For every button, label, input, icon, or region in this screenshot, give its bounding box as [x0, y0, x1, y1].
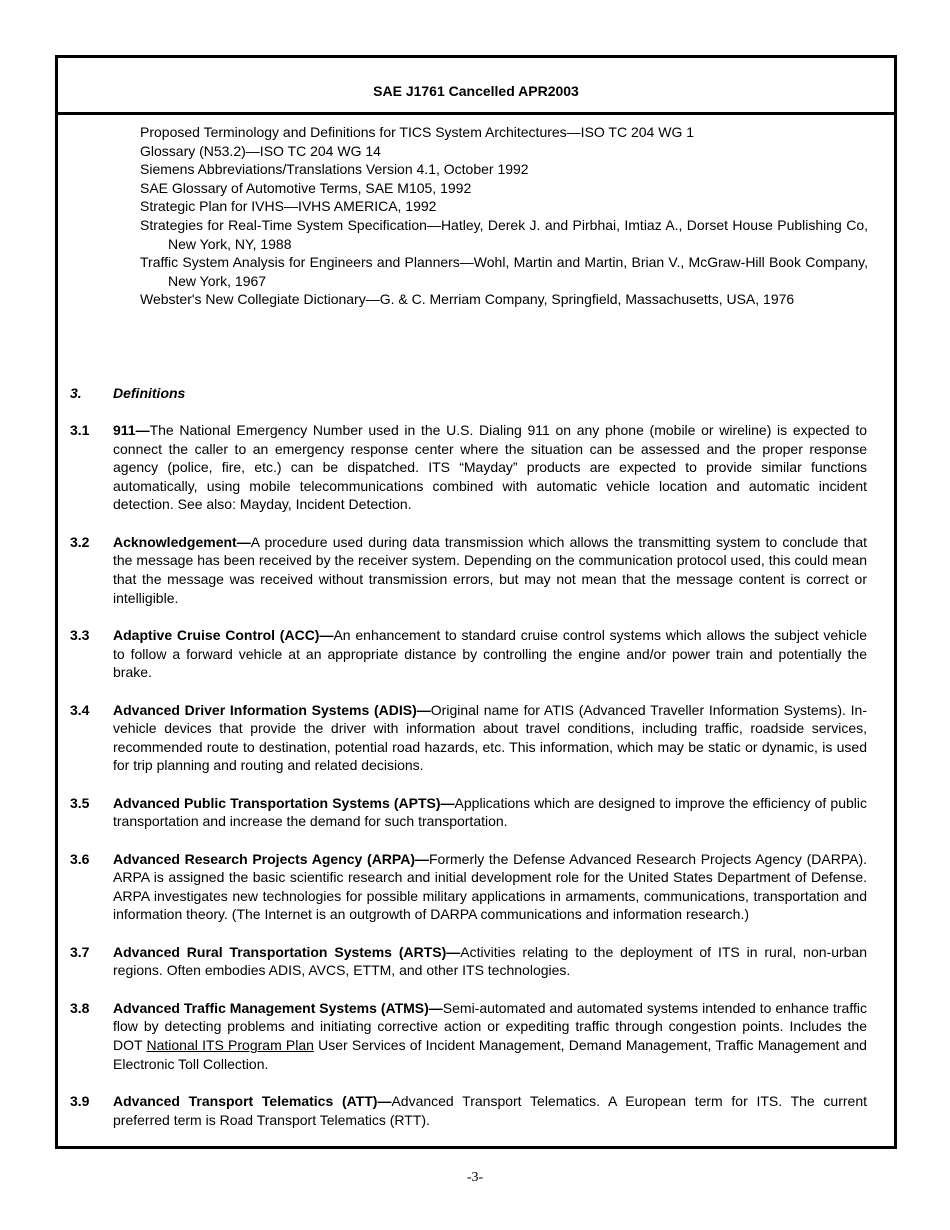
definition-item: [58, 421, 894, 514]
definition-number: 3.3: [70, 626, 90, 643]
definition-number: 3.6: [70, 850, 90, 867]
definitions-list: [58, 421, 894, 1148]
definition-item: [58, 533, 894, 607]
definition-term: Advanced Driver Information Systems (ADIS)—: [113, 701, 431, 718]
section-title: Definitions: [113, 385, 186, 401]
definition-term: 911—: [113, 422, 150, 438]
definition-term: Advanced Research Projects Agency (ARPA)—: [113, 850, 429, 867]
reference-item: Traffic System Analysis for Engineers and Planners—Wohl, Martin and Martin, Brian V., McGraw-Hill Book Company, New York, 1967: [140, 254, 868, 289]
definition-body: [113, 794, 867, 831]
definition-text: Activities relating to the deployment of ITS in rural, non-urban regions. Often embodies ADIS, AVCS, ETTM, and other ITS technologies.: [113, 943, 867, 979]
definition-item: [58, 999, 894, 1073]
definition-item: [58, 701, 894, 775]
definition-item: [58, 794, 894, 831]
definition-text: The National Emergency Number used in the U.S. Dialing 911 on any phone (mobile or wireline) is expected to connect the caller to an emergency response center where the situation can be assessed and the proper response agency (police, fire, etc.) can be dispatched. ITS “Mayday” products are expected to provide similar functions automatically, using mobile telecommunications combined with automatic vehicle location and automatic incident detection. See also: Mayday, Incident Detection.: [113, 422, 867, 513]
reference-item: Strategic Plan for IVHS—IVHS AMERICA, 1992: [140, 198, 437, 215]
document-title: SAE J1761 Cancelled APR2003: [373, 83, 579, 99]
definition-body: [113, 701, 867, 775]
page-number: -3-: [466, 1170, 484, 1185]
definition-term: Adaptive Cruise Control (ACC)—: [113, 626, 334, 643]
definition-number: 3.5: [70, 794, 90, 811]
reference-item: SAE Glossary of Automotive Terms, SAE M105, 1992: [140, 179, 472, 196]
definition-text: An enhancement to standard cruise control systems which allows the subject vehicle to follow a forward vehicle at an appropriate distance by controlling the engine and/or power train and potentially the brake.: [113, 626, 867, 681]
document-header: [58, 58, 894, 115]
section-number: 3.: [70, 385, 82, 401]
definition-number: 3.4: [70, 701, 90, 718]
definition-term: Advanced Rural Transportation Systems (ARTS)—: [113, 943, 461, 960]
definition-text-after: User Services of Incident Management, Demand Management, Traffic Management and Electronic Toll Collection.: [113, 1037, 867, 1072]
definition-text: Formerly the Defense Advanced Research Projects Agency (DARPA). ARPA is assigned the basic scientific research and initial development role for the United States Department of Defense. ARPA investigates new technologies for possible military applications in armaments, communications, transportation and information theory. (The Internet is an outgrowth of DARPA communications and information research.): [113, 850, 868, 923]
definition-term: Advanced Traffic Management Systems (ATMS)—: [113, 999, 443, 1016]
definition-text: A procedure used during data transmission which allows the transmitting system to conclude that the message has been received by the receiver system. Depending on the communication protocol used, this could mean that the message was received without transmission errors, but may not mean that the message content is correct or intelligible.: [113, 533, 867, 606]
definition-item: [58, 1092, 894, 1129]
reference-list: [140, 123, 868, 309]
reference-item: Strategies for Real-Time System Specification—Hatley, Derek J. and Pirbhai, Imtiaz A., Dorset House Publishing Co, New York, NY, 1988: [140, 216, 868, 252]
definition-number: 3.1: [70, 422, 90, 438]
reference-item: Proposed Terminology and Definitions for TICS System Architectures—ISO TC 204 WG 1: [140, 124, 695, 140]
definition-body: [113, 1092, 867, 1129]
definition-term: Acknowledgement—: [113, 533, 251, 550]
definition-body: [113, 943, 867, 980]
definition-term: Advanced Transport Telematics (ATT)—: [113, 1093, 392, 1109]
definition-body: [113, 533, 867, 607]
definition-number: 3.9: [70, 1093, 90, 1109]
program-plan-title: National ITS Program Plan: [146, 1037, 314, 1054]
definition-text: Original name for ATIS (Advanced Traveller Information Systems). In-vehicle devices that provide the driver with information about travel conditions, including traffic, roadside services, recommended route to destination, potential road hazards, etc. This information, which may be static or dynamic, is used for trip planning and routing and related decisions.: [113, 701, 867, 774]
definition-item: [58, 626, 894, 682]
definition-body: [113, 421, 867, 514]
definition-body: [113, 850, 867, 924]
definition-number: 3.7: [70, 943, 90, 960]
definition-text: Applications which are designed to improve the efficiency of public transportation and increase the demand for such transportation.: [113, 794, 867, 830]
reference-item: Glossary (N53.2)—ISO TC 204 WG 14: [140, 142, 381, 159]
document-frame: [55, 55, 897, 1149]
definition-text: Semi-automated and automated systems intended to enhance traffic flow by detecting problems and initiating corrective action or expediting traffic through congestion points. Includes the DOT: [113, 999, 867, 1054]
definition-text: Advanced Transport Telematics. A European term for ITS. The current preferred term is Road Transport Telematics (RTT).: [113, 1093, 868, 1128]
definition-item: [58, 943, 894, 980]
definition-number: 3.8: [70, 999, 90, 1016]
definition-term: Advanced Public Transportation Systems (APTS)—: [113, 794, 455, 811]
definition-body: [113, 999, 867, 1073]
reference-item: Siemens Abbreviations/Translations Version 4.1, October 1992: [140, 161, 529, 178]
definition-body: [113, 626, 867, 682]
reference-item: Webster's New Collegiate Dictionary—G. & C. Merriam Company, Springfield, Massachusetts, USA, 1976: [140, 291, 795, 308]
definition-item: [58, 850, 894, 924]
definition-number: 3.2: [70, 533, 90, 550]
